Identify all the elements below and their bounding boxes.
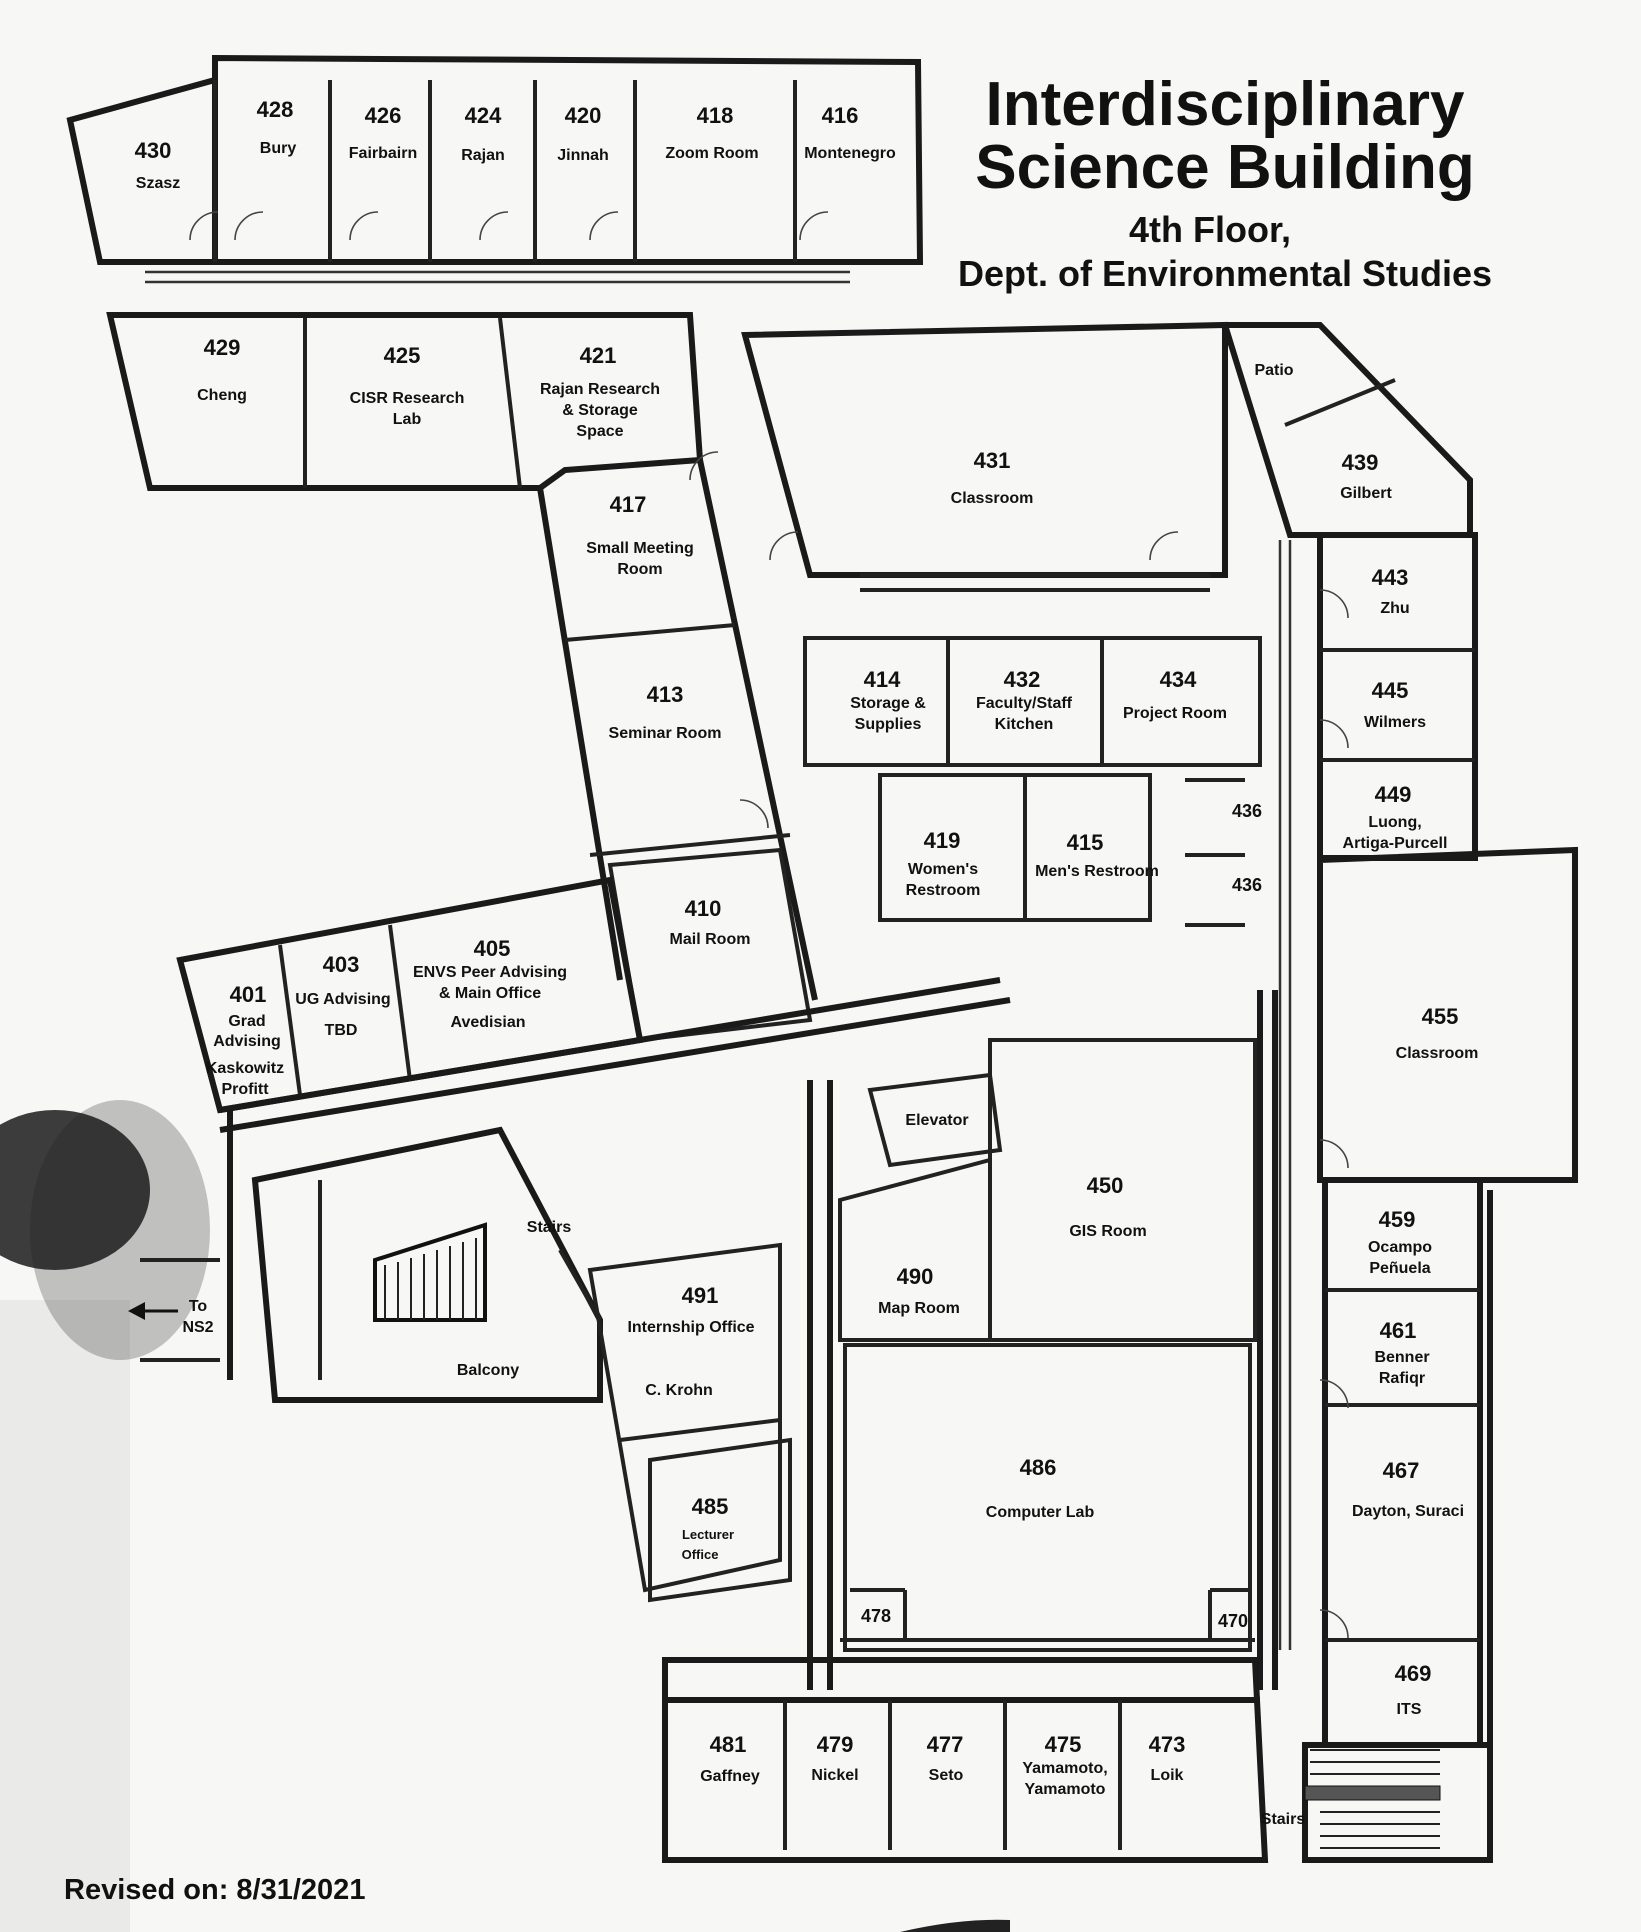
room-403-number: 403 bbox=[322, 952, 360, 977]
room-429 bbox=[197, 335, 247, 404]
room-490-number: 490 bbox=[896, 1264, 934, 1289]
room-439-number: 439 bbox=[1341, 450, 1379, 475]
room-491-name: Internship Office bbox=[627, 1319, 755, 1336]
room-401-number: 401 bbox=[229, 982, 267, 1007]
room-416-number: 416 bbox=[821, 103, 859, 128]
room-490 bbox=[878, 1264, 960, 1317]
room-403-name: UG Advising bbox=[295, 991, 391, 1008]
room-445-number: 445 bbox=[1371, 678, 1409, 703]
room-431-name: Classroom bbox=[950, 490, 1034, 507]
room-421 bbox=[540, 343, 660, 440]
room-420-number: 420 bbox=[564, 103, 602, 128]
room-401 bbox=[206, 982, 284, 1098]
room-424-number: 424 bbox=[464, 103, 502, 128]
room-421-name-2: & Storage bbox=[562, 402, 638, 419]
room-450-number: 450 bbox=[1086, 1173, 1124, 1198]
room-490-name: Map Room bbox=[878, 1300, 960, 1317]
room-486-name: Computer Lab bbox=[985, 1504, 1095, 1521]
room-461-occupant-1: Benner bbox=[1374, 1349, 1430, 1366]
room-401-occupant-2: Profitt bbox=[221, 1081, 269, 1098]
room-421-name-1: Rajan Research bbox=[539, 381, 661, 398]
room-416 bbox=[804, 103, 896, 162]
room-445 bbox=[1364, 678, 1426, 731]
room-455 bbox=[1396, 1004, 1479, 1062]
room-405-number: 405 bbox=[473, 936, 511, 961]
room-413 bbox=[609, 682, 722, 742]
room-419-name-2: Restroom bbox=[905, 882, 981, 899]
room-443-number: 443 bbox=[1371, 565, 1409, 590]
room-449-occupant-1: Luong, bbox=[1368, 814, 1422, 831]
room-413-name: Seminar Room bbox=[608, 725, 722, 742]
room-449 bbox=[1343, 782, 1448, 852]
room-467 bbox=[1352, 1458, 1464, 1520]
stairs-label-west: Stairs bbox=[526, 1219, 572, 1236]
room-485-number: 485 bbox=[691, 1494, 729, 1519]
scan-smudge bbox=[0, 1100, 210, 1932]
room-417-name-2: Room bbox=[617, 561, 663, 578]
room-432-name-2: Kitchen bbox=[994, 716, 1054, 733]
room-475-occupant-2: Yamamoto bbox=[1024, 1781, 1106, 1798]
room-486-number: 486 bbox=[1019, 1455, 1057, 1480]
room-477-number: 477 bbox=[926, 1732, 964, 1757]
balcony-label: Balcony bbox=[456, 1362, 520, 1379]
room-421-name-3: Space bbox=[576, 423, 624, 440]
room-418 bbox=[665, 103, 758, 162]
room-432-number: 432 bbox=[1003, 667, 1041, 692]
room-403-occupant: TBD bbox=[324, 1022, 358, 1039]
room-410-number: 410 bbox=[684, 896, 722, 921]
room-428-occupant: Bury bbox=[259, 140, 297, 157]
room-445-occupant: Wilmers bbox=[1363, 714, 1427, 731]
room-459-occupant-2: Peñuela bbox=[1369, 1260, 1431, 1277]
room-418-number: 418 bbox=[696, 103, 734, 128]
room-473-number: 473 bbox=[1148, 1732, 1186, 1757]
room-436-b-number: 436 bbox=[1231, 875, 1263, 895]
room-425-name-2: Lab bbox=[392, 411, 422, 428]
room-439 bbox=[1340, 450, 1392, 502]
room-443-occupant: Zhu bbox=[1380, 600, 1410, 617]
room-459 bbox=[1368, 1207, 1432, 1277]
room-417-number: 417 bbox=[609, 492, 647, 517]
room-467-number: 467 bbox=[1382, 1458, 1420, 1483]
room-477 bbox=[927, 1732, 964, 1784]
room-405-occupant: Avedisian bbox=[450, 1014, 526, 1031]
room-414-name-1: Storage & bbox=[850, 695, 926, 712]
room-481 bbox=[700, 1732, 760, 1785]
to-ns2-label-1: To bbox=[188, 1298, 208, 1315]
room-475-number: 475 bbox=[1044, 1732, 1082, 1757]
room-410 bbox=[670, 896, 751, 948]
room-430-occupant: Szasz bbox=[135, 175, 181, 192]
room-478-number: 478 bbox=[860, 1606, 892, 1626]
room-469-number: 469 bbox=[1394, 1661, 1432, 1686]
room-473 bbox=[1149, 1732, 1186, 1784]
elevator-label: Elevator bbox=[905, 1112, 969, 1129]
walls bbox=[70, 58, 1575, 1860]
room-434-name: Project Room bbox=[1122, 705, 1228, 722]
room-443 bbox=[1372, 565, 1410, 617]
room-479-occupant: Nickel bbox=[811, 1767, 859, 1784]
stairs-southeast bbox=[1305, 1750, 1440, 1848]
room-418-occupant: Zoom Room bbox=[665, 145, 759, 162]
room-419-name-1: Women's bbox=[907, 861, 979, 878]
room-481-occupant: Gaffney bbox=[700, 1768, 760, 1785]
room-459-occupant-1: Ocampo bbox=[1367, 1239, 1433, 1256]
room-425-name-1: CISR Research bbox=[349, 390, 465, 407]
room-475 bbox=[1022, 1732, 1107, 1798]
title-line-1: Interdisciplinary bbox=[985, 70, 1465, 139]
room-479 bbox=[811, 1732, 858, 1784]
room-420 bbox=[557, 103, 609, 164]
room-414-number: 414 bbox=[863, 667, 901, 692]
room-470-number: 470 bbox=[1217, 1611, 1249, 1631]
stairs-west bbox=[375, 1225, 485, 1320]
room-455-name: Classroom bbox=[1395, 1045, 1479, 1062]
room-417 bbox=[586, 492, 694, 578]
room-410-name: Mail Room bbox=[669, 931, 751, 948]
stairs-label-southeast: Stairs bbox=[1260, 1811, 1306, 1828]
room-424-occupant: Rajan bbox=[461, 147, 505, 164]
room-403 bbox=[295, 952, 390, 1039]
room-450-name: GIS Room bbox=[1069, 1223, 1147, 1240]
room-459-number: 459 bbox=[1378, 1207, 1416, 1232]
room-426 bbox=[349, 103, 417, 162]
room-426-number: 426 bbox=[364, 103, 402, 128]
room-469-name: ITS bbox=[1396, 1701, 1422, 1718]
room-467-occupants: Dayton, Suraci bbox=[1351, 1503, 1465, 1520]
room-430-number: 430 bbox=[134, 138, 172, 163]
room-434-number: 434 bbox=[1159, 667, 1197, 692]
room-469 bbox=[1395, 1661, 1432, 1718]
room-432-name-1: Faculty/Staff bbox=[975, 695, 1073, 712]
room-431 bbox=[951, 448, 1034, 507]
room-415 bbox=[1035, 830, 1159, 880]
patio-label: Patio bbox=[1254, 362, 1294, 379]
room-414-name-2: Supplies bbox=[854, 716, 922, 733]
room-481-number: 481 bbox=[709, 1732, 747, 1757]
room-429-occupant: Cheng bbox=[197, 387, 247, 404]
room-455-number: 455 bbox=[1421, 1004, 1459, 1029]
room-401-occupant-1: Kaskowitz bbox=[205, 1060, 285, 1077]
room-491-occupant: C. Krohn bbox=[645, 1382, 713, 1399]
room-414 bbox=[850, 667, 926, 733]
room-430 bbox=[135, 138, 181, 192]
room-405-name-2: & Main Office bbox=[438, 985, 542, 1002]
room-429-number: 429 bbox=[203, 335, 241, 360]
room-415-name: Men's Restroom bbox=[1035, 863, 1159, 880]
title-line-4: Dept. of Environmental Studies bbox=[957, 253, 1493, 294]
room-485 bbox=[682, 1494, 734, 1562]
room-428-number: 428 bbox=[256, 97, 294, 122]
room-473-occupant: Loik bbox=[1150, 1767, 1184, 1784]
room-439-occupant: Gilbert bbox=[1340, 485, 1392, 502]
room-401-name-2: Advising bbox=[213, 1033, 281, 1050]
room-417-name-1: Small Meeting bbox=[586, 540, 694, 557]
room-432 bbox=[976, 667, 1073, 733]
room-421-number: 421 bbox=[579, 343, 617, 368]
to-ns2-label-2: NS2 bbox=[182, 1319, 214, 1336]
room-449-number: 449 bbox=[1374, 782, 1412, 807]
revised-date: Revised on: 8/31/2021 bbox=[64, 1874, 366, 1906]
room-461 bbox=[1374, 1318, 1429, 1387]
room-477-occupant: Seto bbox=[928, 1767, 964, 1784]
room-450 bbox=[1069, 1173, 1146, 1240]
room-434 bbox=[1123, 667, 1227, 722]
room-461-number: 461 bbox=[1379, 1318, 1417, 1343]
room-416-occupant: Montenegro bbox=[804, 145, 896, 162]
room-426-occupant: Fairbairn bbox=[348, 145, 418, 162]
room-401-name-1: Grad bbox=[228, 1013, 266, 1030]
room-428 bbox=[257, 97, 297, 157]
room-425 bbox=[350, 343, 465, 428]
room-479-number: 479 bbox=[816, 1732, 854, 1757]
room-486 bbox=[986, 1455, 1095, 1521]
room-413-number: 413 bbox=[646, 682, 684, 707]
room-424 bbox=[461, 103, 505, 164]
room-415-number: 415 bbox=[1066, 830, 1104, 855]
room-485-name-2: Office bbox=[681, 1547, 719, 1562]
title-line-3: 4th Floor, bbox=[1129, 209, 1291, 250]
room-491 bbox=[627, 1283, 754, 1399]
room-475-occupant-1: Yamamoto, bbox=[1022, 1760, 1108, 1777]
title-line-2: Science Building bbox=[975, 133, 1475, 202]
room-449-occupant-2: Artiga-Purcell bbox=[1342, 835, 1448, 852]
room-436-a-number: 436 bbox=[1231, 801, 1263, 821]
room-419-number: 419 bbox=[923, 828, 961, 853]
room-405 bbox=[413, 936, 567, 1031]
room-420-occupant: Jinnah bbox=[557, 147, 609, 164]
room-431-number: 431 bbox=[973, 448, 1011, 473]
room-405-name-1: ENVS Peer Advising bbox=[412, 964, 568, 981]
room-485-name-1: Lecturer bbox=[681, 1527, 735, 1542]
room-491-number: 491 bbox=[681, 1283, 719, 1308]
room-425-number: 425 bbox=[383, 343, 421, 368]
scan-edge-artifact bbox=[900, 1920, 1010, 1932]
room-419 bbox=[906, 828, 981, 899]
room-461-occupant-2: Rafiqr bbox=[1378, 1370, 1426, 1387]
map-title bbox=[958, 70, 1492, 294]
